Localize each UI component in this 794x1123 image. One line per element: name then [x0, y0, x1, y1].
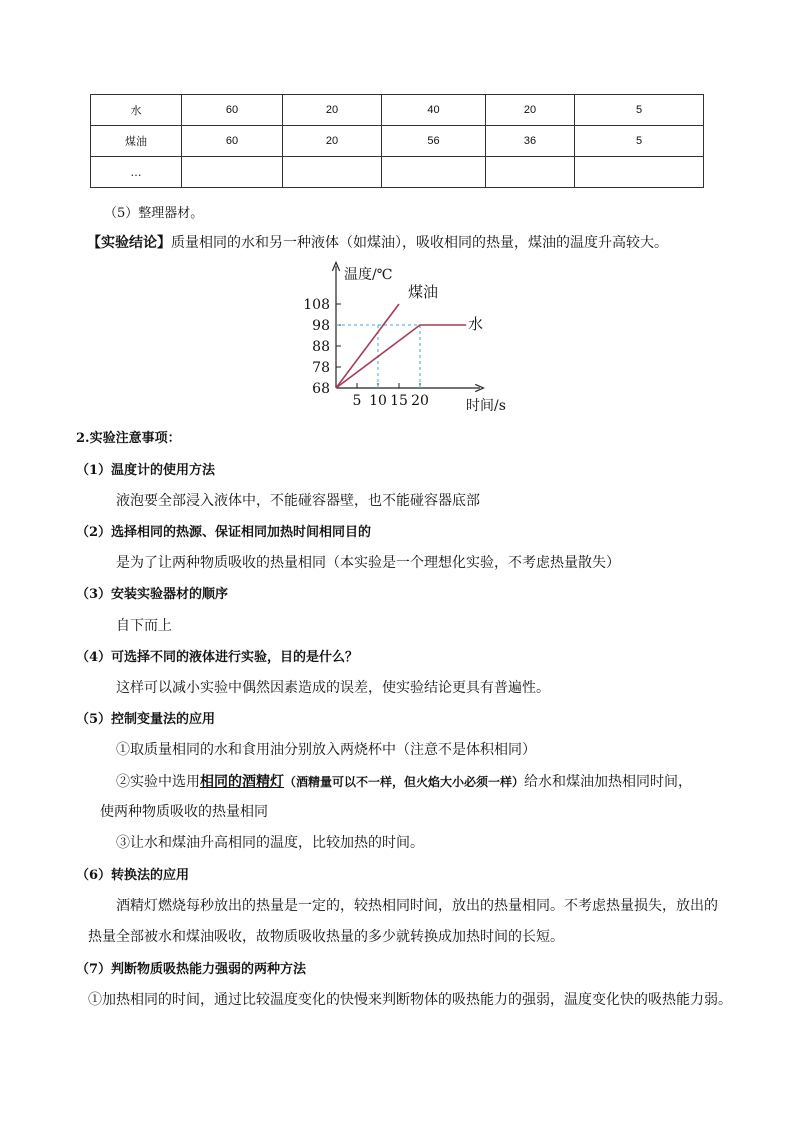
table-cell [382, 157, 486, 188]
table-cell: 煤油 [91, 126, 182, 157]
table-cell: 40 [382, 95, 486, 126]
y-tick-label: 78 [312, 360, 330, 376]
item-1-title: （1）温度计的使用方法 [76, 463, 216, 478]
table-cell: 水 [91, 95, 182, 126]
y-tick-label: 98 [312, 318, 330, 334]
data-table [90, 94, 704, 188]
item-2-body: 是为了让两种物质吸收的热量相同（本实验是一个理想化实验，不考虑热量散失） [116, 555, 620, 571]
section-2-title: 2.实验注意事项： [76, 431, 181, 446]
table-row [91, 126, 704, 157]
item-5-point-2-tail: 给水和煤油加热相同时间， [524, 774, 693, 790]
item-6-line-2: 热量全部被水和煤油吸收，故物质吸收热量的多少就转换成加热时间的长短。 [88, 929, 564, 945]
table-body [91, 95, 704, 188]
item-5-title: （5）控制变量法的应用 [76, 712, 216, 727]
table-cell: 56 [382, 126, 486, 157]
conclusion-text: 质量相同的水和另一种液体（如煤油），吸收相同的热量，煤油的温度升高较大。 [171, 235, 668, 251]
conclusion [87, 232, 668, 252]
table-row [91, 157, 704, 188]
item-5-point-2-cont: 使两种物质吸收的热量相同 [100, 804, 268, 820]
table-cell [283, 157, 382, 188]
item-6-title: （6）转换法的应用 [76, 868, 190, 883]
conclusion-label: 【实验结论】 [87, 235, 171, 251]
y-tick-label: 108 [303, 297, 330, 313]
x-axis-label: 时间/s [466, 398, 506, 414]
series-line-1 [336, 325, 466, 388]
item-7-title: （7）判断物质吸热能力强弱的两种方法 [76, 962, 307, 977]
item-5-note: （酒精量可以不一样，但火焰大小必须一样） [284, 775, 525, 789]
table-cell: 36 [486, 126, 575, 157]
series-label-water: 水 [468, 315, 484, 333]
item-2-title: （2）选择相同的热源、保证相同加热时间相同目的 [76, 525, 372, 540]
item-5-point-3: ③让水和煤油升高相同的温度，比较加热的时间。 [116, 835, 424, 851]
table-cell: 5 [575, 126, 704, 157]
table-cell: 60 [182, 126, 283, 157]
item-5-point-2-lead: ②实验中选用 [116, 774, 200, 790]
item-3-body: 自下而上 [116, 618, 172, 634]
x-tick-label: 10 [369, 393, 387, 409]
series-line-0 [336, 304, 399, 388]
step-5-text: （5）整理器材。 [104, 206, 204, 221]
item-1-body: 液泡要全部浸入液体中，不能碰容器壁，也不能碰容器底部 [116, 493, 480, 509]
x-tick-label: 15 [390, 393, 408, 409]
table-cell: 20 [283, 126, 382, 157]
table-cell: 60 [182, 95, 283, 126]
y-axis-label: 温度/℃ [344, 267, 393, 283]
table-cell: … [91, 157, 182, 188]
x-tick-label: 5 [352, 393, 362, 409]
item-5-point-1: ①取质量相同的水和食用油分别放入两烧杯中（注意不是体积相同） [116, 742, 536, 758]
table-row [91, 95, 704, 126]
table-cell [575, 157, 704, 188]
item-3-title: （3）安装实验器材的顺序 [76, 587, 229, 602]
item-5-emphasis: 相同的酒精灯 [200, 774, 284, 790]
item-4-body: 这样可以减小实验中偶然因素造成的误差，使实验结论更具有普遍性。 [116, 680, 550, 696]
y-tick-label: 88 [312, 339, 330, 355]
item-5-point-2 [116, 771, 692, 791]
table-cell [182, 157, 283, 188]
item-4-title: （4）可选择不同的液体进行实验，目的是什么？ [76, 650, 359, 665]
table-cell: 20 [486, 95, 575, 126]
table-cell: 20 [283, 95, 382, 126]
table-cell [486, 157, 575, 188]
x-tick-label: 20 [411, 393, 429, 409]
series-label-kerosene: 煤油 [408, 283, 439, 301]
y-tick-label: 68 [312, 381, 330, 397]
table-cell: 5 [575, 95, 704, 126]
item-7-line-1: ①加热相同的时间，通过比较温度变化的快慢来判断物体的吸热能力的强弱，温度变化快的吸热能力弱。 [88, 992, 732, 1008]
item-6-line-1: 酒精灯燃烧每秒放出的热量是一定的，较热相同时间，放出的热量相同。不考虑热量损失，放出的 [116, 898, 718, 914]
